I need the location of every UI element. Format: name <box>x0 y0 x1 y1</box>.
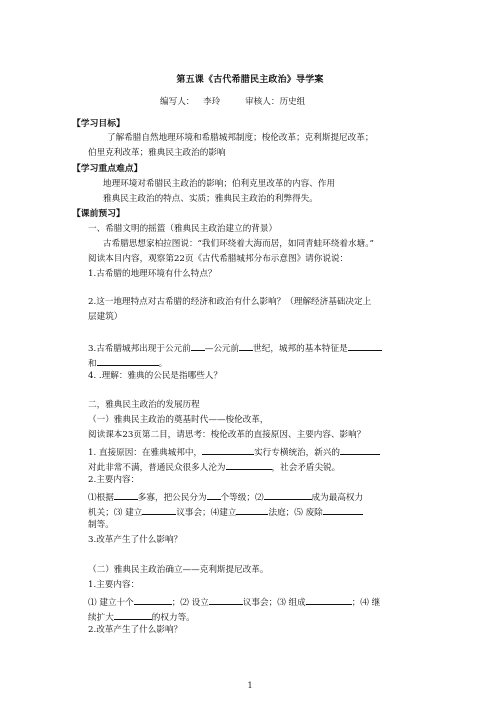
t1-text-c: 议事会；⑶ 组成 <box>242 598 306 608</box>
blank-supreme-body[interactable] <box>264 490 312 500</box>
blank-council[interactable] <box>142 505 176 515</box>
blank-city-feature-1[interactable] <box>348 341 382 351</box>
question-3-line-2 <box>88 356 167 370</box>
quote-line-1: 古希腊思想家柏拉图说：“我们环绕着大海而居，如同青蛙环绕着水塘。” <box>103 239 374 249</box>
keypoints-line-1: 地理环境对希腊民主政治的影响；伯利克里改革的内容、作用 <box>103 179 336 189</box>
s2-text-g: 法庭；⑸ 废除 <box>268 508 323 518</box>
goals-line-2: 伯里克利改革；雅典民主政治的影响 <box>88 148 226 158</box>
blank-ruling-class[interactable] <box>202 445 254 455</box>
s2-text-b: 多寡，把公民分为 <box>137 493 207 503</box>
q3-text-c: 世纪，城邦的基本特征是 <box>253 344 348 354</box>
part1-title: 一、希腊文明的摇篮（雅典民主政治建立的背景） <box>88 224 278 234</box>
solon-effect-question: 3.改革产生了什么影响？ <box>88 535 183 545</box>
page-number: 1 <box>247 681 253 690</box>
page-title: 第五课《古代希腊民主政治》导学案 <box>176 75 324 85</box>
t1-text-a: ⑴ 建立十个 <box>88 598 134 608</box>
s2-text-c: 个等级；⑵ <box>220 493 264 503</box>
solon-content-line-2 <box>88 505 363 519</box>
writer-name: 李玲 <box>203 97 221 107</box>
cleisthenes-content-label: 1.主要内容： <box>88 580 140 590</box>
preview-heading: 【课前预习】 <box>72 209 125 219</box>
solon-cause-line-1 <box>88 445 380 459</box>
s1-text-d: ，社会矛盾尖锐。 <box>271 463 341 473</box>
cleisthenes-content-line-2 <box>88 610 195 624</box>
reviewer-label: 审核人：历史组 <box>245 97 306 107</box>
blank-debt-slaves[interactable] <box>226 460 272 470</box>
s2-text-e: 机关；⑶ 建立 <box>88 508 143 518</box>
s2-text-d: 成为最高权力 <box>311 493 364 503</box>
solon-content-label: 2.主要内容： <box>88 475 140 485</box>
keypoints-heading: 【学习重点难点】 <box>72 164 143 174</box>
blank-council-size[interactable] <box>209 595 243 605</box>
blank-city-feature-2[interactable] <box>97 356 159 366</box>
q3-text-e: 。 <box>158 359 168 369</box>
writer-label: 编写人： <box>160 97 195 107</box>
t1-text-f: 的权力等。 <box>151 613 195 623</box>
blank-expand-power[interactable] <box>114 610 152 620</box>
solon-cause-line-2 <box>88 460 340 474</box>
goals-heading: 【学习目标】 <box>72 119 125 129</box>
t1-text-d: ；⑷ 继 <box>351 598 381 608</box>
s1-text-a: 1. 直接原因：在雅典城邦中， <box>88 448 203 458</box>
question-1: 1.古希腊的地理环境有什么特点？ <box>88 269 217 279</box>
blank-abolish[interactable] <box>323 505 363 515</box>
question-2-line-2: 层建筑） <box>88 312 123 322</box>
question-4: 4. .理解：雅典的公民是指哪些人？ <box>88 371 222 381</box>
cleisthenes-effect-question: 2.改革产生了什么影响？ <box>88 625 183 635</box>
part2-title: 二，雅典民主政治的发展历程 <box>88 400 200 410</box>
q3-text-a: 3.古希腊城邦出现于公元前 <box>88 344 191 354</box>
blank-property[interactable] <box>114 490 138 500</box>
blank-century-start[interactable] <box>191 341 205 351</box>
blank-tribes[interactable] <box>134 595 172 605</box>
s1-text-b: 实行专横统治，新兴的 <box>254 448 341 458</box>
solon-content-line-1 <box>88 490 363 504</box>
blank-grade-count[interactable] <box>207 490 221 500</box>
s2-text-a: ⑴根据 <box>88 493 114 503</box>
blank-court[interactable] <box>236 505 268 515</box>
authors-line <box>160 95 305 107</box>
sub1-title: （一）雅典民主政治的奠基时代——梭伦改革， <box>88 415 269 425</box>
q3-text-b: —公元前 <box>204 344 240 354</box>
sub1-intro: 阅读课本23页第二目，请思考：梭伦改革的直接原因、主要内容、影响？ <box>88 430 366 440</box>
s2-text-f: 议事会；⑷建立 <box>176 508 237 518</box>
s1-text-c: 对此非常不满，普通民众很多人沦为 <box>88 463 226 473</box>
keypoints-line-2: 雅典民主政治的特点、实质；雅典民主政治的利弊得失。 <box>103 194 318 204</box>
question-3-line-1 <box>88 341 382 355</box>
t1-text-e: 续扩大 <box>88 613 114 623</box>
quote-line-2: 阅读本目内容，观察第22页《古代希腊城邦分布示意图》请你说说： <box>88 254 349 264</box>
goals-line-1: 了解希腊自然地理环境和希腊城邦制度；梭伦改革；克利斯提尼改革； <box>107 133 374 143</box>
question-2-line-1: 2.这一地理特点对古希腊的经济和政治有什么影响？（理解经济基础决定上 <box>88 297 372 307</box>
sub2-title: （二）雅典民主政治确立——克利斯提尼改革。 <box>88 565 269 575</box>
blank-new-class[interactable] <box>340 445 380 455</box>
blank-century-end[interactable] <box>239 341 253 351</box>
t1-text-b: ；⑵ 设立 <box>171 598 209 608</box>
q3-text-d: 和 <box>88 359 97 369</box>
cleisthenes-content-line-1 <box>88 595 380 609</box>
solon-content-line-3: 制等。 <box>88 520 114 530</box>
blank-organize[interactable] <box>306 595 352 605</box>
